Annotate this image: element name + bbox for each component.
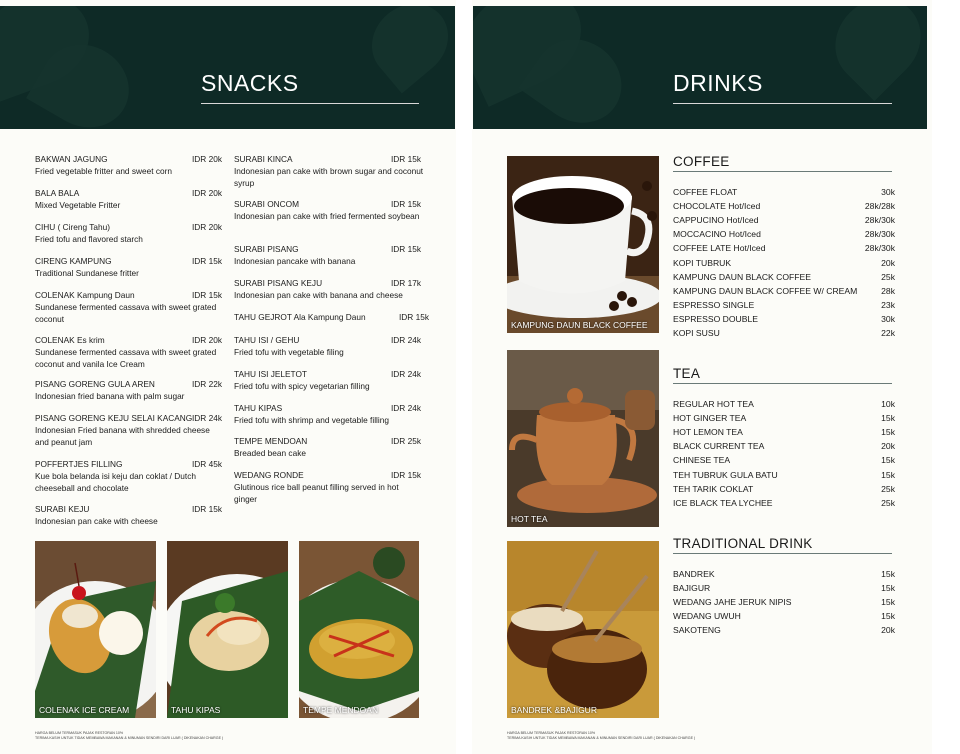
photo-caption: COLENAK ICE CREAM <box>39 705 130 715</box>
page-gutter <box>456 0 472 754</box>
drink-price: 25k <box>881 271 895 282</box>
drinks-page <box>472 0 932 754</box>
drink-price: 15k <box>881 569 895 579</box>
drink-row <box>673 496 895 510</box>
menu-item <box>234 402 424 426</box>
menu-item-price: IDR 24k <box>192 413 222 423</box>
menu-item-name: POFFERTJES FILLING <box>35 459 123 469</box>
menu-item-description: Breaded bean cake <box>234 448 306 458</box>
menu-item <box>35 503 225 527</box>
menu-item-price: IDR 17k <box>391 278 421 288</box>
bandrek-bajigur-photo <box>507 541 659 718</box>
drink-row <box>673 312 895 326</box>
menu-item-price: IDR 15k <box>399 312 429 322</box>
menu-item-name: PISANG GORENG KEJU SELAI KACANG <box>35 413 193 423</box>
menu-item-price: IDR 45k <box>192 459 222 469</box>
drink-name: ESPRESSO DOUBLE <box>673 313 759 324</box>
section-title: TEA <box>673 366 701 381</box>
footnote-tax: HARGA BELUM TERMASUK PAJAK RESTORAN 10% <box>507 731 596 735</box>
menu-item-price: IDR 22k <box>192 379 222 389</box>
drink-price: 28k/30k <box>864 215 895 226</box>
section-title: COFFEE <box>673 154 730 169</box>
drink-name: SAKOTENG <box>673 625 721 636</box>
drink-name: CHINESE TEA <box>673 455 731 466</box>
menu-item <box>234 153 424 189</box>
drink-name: REGULAR HOT TEA <box>673 399 754 409</box>
menu-item-description: Fried tofu with spicy vegetarian filling <box>234 381 370 391</box>
drink-row <box>673 623 895 637</box>
drink-name: KOPI TUBRUK <box>673 257 732 268</box>
menu-item <box>35 458 225 494</box>
drink-price: 20k <box>881 441 895 452</box>
menu-item <box>234 368 424 392</box>
menu-item-description: Indonesian pancake with banana <box>234 256 356 266</box>
menu-item-name: WEDANG RONDE <box>234 470 304 480</box>
drink-row <box>673 482 895 496</box>
drink-price: 15k <box>881 469 895 480</box>
menu-item-name: TEMPE MENDOAN <box>234 436 308 446</box>
drink-name: BLACK CURRENT TEA <box>673 441 765 452</box>
drink-row <box>673 241 895 255</box>
drink-price: 23k <box>881 299 895 310</box>
drink-name: HOT GINGER TEA <box>673 413 747 424</box>
menu-item <box>35 221 225 245</box>
drink-name: BAJIGUR <box>673 583 711 594</box>
drink-price: 15k <box>881 611 895 622</box>
drink-row <box>673 199 895 213</box>
menu-item <box>35 187 225 211</box>
menu-item-price: IDR 15k <box>391 154 421 164</box>
footnote <box>507 731 695 741</box>
photo-caption: HOT TEA <box>511 514 548 524</box>
menu-item-price: IDR 20k <box>192 222 222 232</box>
menu-item-price: IDR 25k <box>391 436 421 446</box>
menu-item-description: Fried tofu with shrimp and vegetable filling <box>234 415 389 425</box>
section-title: TRADITIONAL DRINK <box>673 536 813 551</box>
drink-name: MOCCACINO Hot/Iced <box>673 229 761 240</box>
menu-item <box>35 412 225 448</box>
menu-item-description: Mixed Vegetable Fritter <box>35 200 121 210</box>
drink-name: BANDREK <box>673 569 715 579</box>
footnote-outside-food: TERIMA KASIH UNTUK TIDAK MEMBAWA MAKANAN & MINUMAN SENDIRI DARI LUAR ( DIKENAKAN CHARGE ) <box>507 736 696 740</box>
drink-name: WEDANG UWUH <box>673 611 741 622</box>
title-underline <box>673 103 892 104</box>
menu-item-name: BAKWAN JAGUNG <box>35 154 108 164</box>
drink-name: TEH TUBRUK GULA BATU <box>673 469 778 480</box>
footnote-tax: HARGA BELUM TERMASUK PAJAK RESTORAN 10% <box>35 731 124 735</box>
menu-item <box>35 378 225 402</box>
tempe-mendoan-image <box>299 541 419 718</box>
menu-item-name: COLENAK Es krim <box>35 335 105 345</box>
menu-item-name: COLENAK Kampung Daun <box>35 290 135 300</box>
menu-item <box>234 334 424 358</box>
drink-price: 30k <box>881 187 895 197</box>
section-underline <box>673 553 892 554</box>
drink-price: 28k/28k <box>864 201 895 212</box>
colenak-ice-cream-image <box>35 541 156 718</box>
drink-price: 15k <box>881 413 895 424</box>
menu-item-name: CIRENG KAMPUNG <box>35 256 112 266</box>
menu-item-name: BALA BALA <box>35 188 80 198</box>
drink-name: TEH TARIK COKLAT <box>673 483 754 494</box>
photo-caption: TAHU KIPAS <box>171 705 221 715</box>
menu-item <box>234 198 424 222</box>
photo-caption: BANDREK &BAJIGUR <box>511 705 597 715</box>
colenak-ice-cream-photo <box>35 541 156 718</box>
drink-row <box>673 185 895 199</box>
drink-price: 15k <box>881 455 895 466</box>
drink-price: 15k <box>881 597 895 608</box>
menu-item <box>234 311 429 323</box>
menu-item-price: IDR 15k <box>192 290 222 300</box>
menu-item-name: SURABI ONCOM <box>234 199 299 209</box>
menu-item-price: IDR 15k <box>391 199 421 209</box>
menu-item-name: TAHU KIPAS <box>234 403 283 413</box>
page-title: DRINKS <box>673 70 763 96</box>
drink-name: KAMPUNG DAUN BLACK COFFEE <box>673 271 811 282</box>
menu-item <box>234 277 424 301</box>
drink-name: ICE BLACK TEA LYCHEE <box>673 497 773 508</box>
menu-item-description: Indonesian pan cake with fried fermented soybean <box>234 211 420 221</box>
menu-item-description: Glutinous rice ball peanut filling served in hot ginger <box>234 482 399 504</box>
drink-price: 25k <box>881 497 895 508</box>
drink-price: 15k <box>881 427 895 438</box>
drink-row <box>673 581 895 595</box>
drink-name: HOT LEMON TEA <box>673 427 743 438</box>
drink-name: ESPRESSO SINGLE <box>673 299 755 310</box>
leaf-pattern-icon <box>357 6 455 94</box>
menu-item-name: SURABI KINCA <box>234 154 293 164</box>
drinks-banner <box>473 6 927 129</box>
snacks-banner <box>0 6 455 129</box>
drink-row <box>673 213 895 227</box>
hot-tea-image <box>507 350 659 527</box>
drink-price: 22k <box>881 328 895 338</box>
drink-name: COFFEE FLOAT <box>673 187 738 197</box>
title-underline <box>201 103 419 104</box>
menu-item-description: Sundanese fermented cassava with sweet grated coconut and vanila Ice Cream <box>35 347 217 369</box>
drink-name: CHOCOLATE Hot/Iced <box>673 201 761 212</box>
drink-row <box>673 326 895 340</box>
hot-tea-photo <box>507 350 659 527</box>
drink-price: 28k <box>881 285 895 296</box>
menu-item-price: IDR 15k <box>391 244 421 254</box>
menu-item <box>35 255 225 279</box>
drink-row <box>673 284 895 298</box>
drink-row <box>673 453 895 467</box>
drink-price: 25k <box>881 483 895 494</box>
black-coffee-image <box>507 156 659 333</box>
tahu-kipas-photo <box>167 541 288 718</box>
menu-item-description: Sundanese fermented cassava with sweet grated coconut <box>35 302 217 324</box>
menu-item-price: IDR 15k <box>192 504 222 514</box>
snacks-page <box>0 0 456 754</box>
section-underline <box>673 171 892 172</box>
menu-item-description: Indonesian pan cake with cheese <box>35 516 158 526</box>
drink-name: CAPPUCINO Hot/Iced <box>673 215 759 226</box>
photo-caption: KAMPUNG DAUN BLACK COFFEE <box>511 320 648 330</box>
menu-item-description: Indonesian pan cake with brown sugar and coconut syrup <box>234 166 424 188</box>
menu-item-description: Fried tofu with vegetable filing <box>234 347 344 357</box>
drink-row <box>673 439 895 453</box>
menu-item-description: Fried vegetable fritter and sweet corn <box>35 166 172 176</box>
menu-item <box>234 435 424 459</box>
menu-item-name: SURABI KEJU <box>35 504 90 514</box>
footnote <box>35 731 223 741</box>
menu-item-name: TAHU GEJROT Ala Kampung Daun <box>234 312 366 322</box>
menu-item <box>35 334 225 370</box>
menu-item-price: IDR 15k <box>391 470 421 480</box>
footnote-outside-food: TERIMA KASIH UNTUK TIDAK MEMBAWA MAKANAN & MINUMAN SENDIRI DARI LUAR ( DIKENAKAN CHARGE ) <box>35 736 224 740</box>
drink-name: COFFEE LATE Hot/Iced <box>673 243 766 254</box>
menu-item-name: SURABI PISANG <box>234 244 299 254</box>
menu-item <box>234 469 424 505</box>
menu-item-price: IDR 20k <box>192 188 222 198</box>
menu-item-description: Traditional Sundanese fritter <box>35 268 139 278</box>
menu-item <box>35 153 225 177</box>
menu-item-name: PISANG GORENG GULA AREN <box>35 379 155 389</box>
menu-item <box>35 289 225 325</box>
menu-item-price: IDR 20k <box>192 335 222 345</box>
page-title: SNACKS <box>201 70 299 96</box>
black-coffee-photo <box>507 156 659 333</box>
menu-item-price: IDR 24k <box>391 335 421 345</box>
menu-item-price: IDR 20k <box>192 154 222 164</box>
drink-row <box>673 256 895 270</box>
menu-item-description: Fried tofu and flavored starch <box>35 234 143 244</box>
menu-item-description: Indonesian Fried banana with shredded cheese and peanut jam <box>35 425 210 447</box>
tempe-mendoan-photo <box>299 541 419 718</box>
tahu-kipas-image <box>167 541 288 718</box>
menu-item-description: Indonesian fried banana with palm sugar <box>35 391 185 401</box>
menu-item-name: CIHU ( Cireng Tahu) <box>35 222 111 232</box>
drink-row <box>673 298 895 312</box>
drink-row <box>673 567 895 581</box>
drink-price: 30k <box>881 313 895 324</box>
menu-item-price: IDR 15k <box>192 256 222 266</box>
drink-price: 20k <box>881 625 895 636</box>
drink-row <box>673 227 895 241</box>
drink-row <box>673 411 895 425</box>
menu-item-price: IDR 24k <box>391 369 421 379</box>
drink-row <box>673 270 895 284</box>
menu-item-name: TAHU ISI / GEHU <box>234 335 300 345</box>
drink-name: KAMPUNG DAUN BLACK COFFEE W/ CREAM <box>673 285 858 296</box>
leaf-pattern-icon <box>818 6 927 101</box>
photo-caption: TEMPE MENDOAN <box>303 705 379 715</box>
menu-item-description: Indonesian pan cake with banana and cheese <box>234 290 403 300</box>
drink-price: 28k/30k <box>864 229 895 240</box>
menu-item-name: SURABI PISANG KEJU <box>234 278 323 288</box>
drink-name: WEDANG JAHE JERUK NIPIS <box>673 597 792 608</box>
drink-price: 15k <box>881 583 895 594</box>
drink-row <box>673 609 895 623</box>
menu-item-description: Kue bola belanda isi keju dan coklat / Dutch cheeseball and chocolate <box>35 471 196 493</box>
menu-item <box>234 243 424 267</box>
drink-row <box>673 425 895 439</box>
drink-name: KOPI SUSU <box>673 328 720 338</box>
menu-item-price: IDR 24k <box>391 403 421 413</box>
drink-row <box>673 468 895 482</box>
drink-row <box>673 595 895 609</box>
drink-price: 10k <box>881 399 895 409</box>
drink-row <box>673 397 895 411</box>
drink-price: 28k/30k <box>864 243 895 254</box>
section-underline <box>673 383 892 384</box>
bandrek-bajigur-image <box>507 541 659 718</box>
drink-price: 20k <box>881 257 895 268</box>
menu-item-name: TAHU ISI JELETOT <box>234 369 307 379</box>
